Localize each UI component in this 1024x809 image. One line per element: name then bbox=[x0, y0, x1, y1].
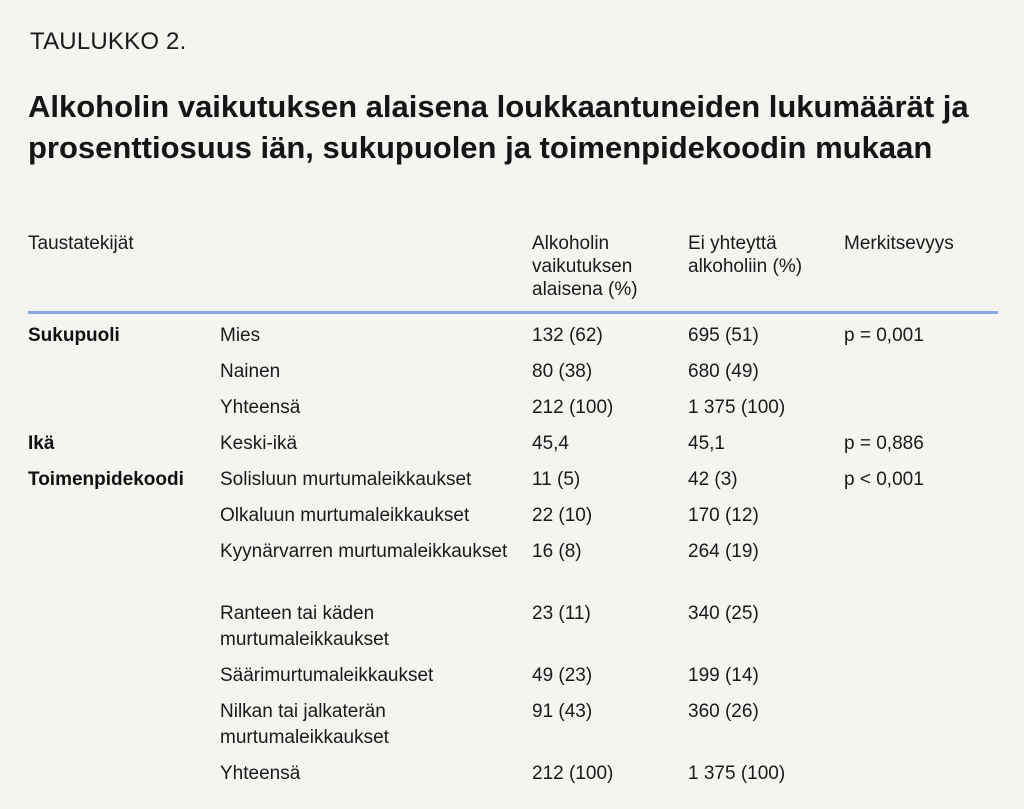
item-cell: Solisluun murtumaleikkaukset bbox=[220, 469, 472, 490]
item-cell: Olkaluun murtumaleikkaukset bbox=[220, 505, 470, 526]
alcohol-cell: 22 (10) bbox=[532, 505, 593, 526]
no-alcohol-cell: 1 375 (100) bbox=[688, 763, 786, 784]
table-label: TAULUKKO 2. bbox=[30, 28, 187, 55]
alcohol-cell: 132 (62) bbox=[532, 325, 603, 346]
p-value-cell: p < 0,001 bbox=[844, 469, 924, 490]
no-alcohol-cell: 360 (26) bbox=[688, 701, 759, 722]
table-row bbox=[28, 359, 998, 395]
table-row bbox=[28, 313, 998, 360]
item-cell: Säärimurtumaleikkaukset bbox=[220, 665, 434, 686]
no-alcohol-cell: 695 (51) bbox=[688, 325, 759, 346]
header-significance: Merkitsevyys bbox=[844, 232, 998, 313]
item-cell: Keski-ikä bbox=[220, 433, 298, 454]
p-value-cell: p = 0,001 bbox=[844, 325, 924, 346]
item-cell: Ranteen tai käden murtumaleikkaukset bbox=[220, 603, 389, 650]
item-cell: Mies bbox=[220, 325, 261, 346]
alcohol-cell: 23 (11) bbox=[532, 603, 591, 624]
p-value-cell bbox=[844, 601, 998, 663]
header-no-alcohol: Ei yhteyttä alkoholiin (%) bbox=[688, 232, 844, 313]
alcohol-cell: 16 (8) bbox=[532, 541, 582, 562]
group-cell bbox=[28, 395, 220, 431]
p-value-cell bbox=[844, 663, 998, 699]
item-cell: Kyynärvarren murtumaleikkaukset bbox=[220, 541, 508, 562]
table-row bbox=[28, 503, 998, 539]
header-factors: Taustatekijät bbox=[28, 232, 532, 313]
group-cell bbox=[28, 601, 220, 663]
alcohol-cell: 212 (100) bbox=[532, 397, 614, 418]
table-title: Alkoholin vaikutuksen alaisena loukkaantuneiden lukumäärät ja prosenttiosuus iän, sukupuolen ja toimenpidekoodin mukaan bbox=[28, 89, 969, 165]
alcohol-cell: 80 (38) bbox=[532, 361, 593, 382]
group-cell: Ikä bbox=[28, 433, 55, 454]
table-row bbox=[28, 539, 998, 601]
alcohol-cell: 212 (100) bbox=[532, 763, 614, 784]
table-row bbox=[28, 699, 998, 761]
header-row bbox=[28, 232, 998, 313]
no-alcohol-cell: 680 (49) bbox=[688, 361, 759, 382]
no-alcohol-cell: 340 (25) bbox=[688, 603, 759, 624]
no-alcohol-cell: 264 (19) bbox=[688, 541, 759, 562]
group-cell bbox=[28, 761, 220, 797]
table-row bbox=[28, 431, 998, 467]
no-alcohol-cell: 42 (3) bbox=[688, 469, 738, 490]
item-cell: Yhteensä bbox=[220, 763, 301, 784]
alcohol-cell: 45,4 bbox=[532, 433, 569, 454]
alcohol-cell: 11 (5) bbox=[532, 469, 581, 490]
alcohol-cell: 49 (23) bbox=[532, 665, 593, 686]
group-cell bbox=[28, 699, 220, 761]
table-row bbox=[28, 395, 998, 431]
group-cell: Sukupuoli bbox=[28, 325, 120, 346]
group-cell bbox=[28, 359, 220, 395]
table-row bbox=[28, 761, 998, 797]
p-value-cell: p = 0,886 bbox=[844, 433, 924, 454]
p-value-cell bbox=[844, 699, 998, 761]
group-cell bbox=[28, 539, 220, 601]
table-row bbox=[28, 601, 998, 663]
item-cell: Nilkan tai jalkaterän murtumaleikkaukset bbox=[220, 701, 389, 748]
data-table bbox=[28, 232, 998, 797]
header-alcohol: Alkoholin vaikutuksen alaisena (%) bbox=[532, 232, 688, 313]
no-alcohol-cell: 170 (12) bbox=[688, 505, 759, 526]
no-alcohol-cell: 45,1 bbox=[688, 433, 725, 454]
p-value-cell bbox=[844, 395, 998, 431]
item-cell: Nainen bbox=[220, 361, 281, 382]
table-row bbox=[28, 663, 998, 699]
group-cell: Toimenpidekoodi bbox=[28, 469, 184, 490]
no-alcohol-cell: 1 375 (100) bbox=[688, 397, 786, 418]
group-cell bbox=[28, 663, 220, 699]
p-value-cell bbox=[844, 761, 998, 797]
table-row bbox=[28, 467, 998, 503]
no-alcohol-cell: 199 (14) bbox=[688, 665, 759, 686]
group-cell bbox=[28, 503, 220, 539]
alcohol-cell: 91 (43) bbox=[532, 701, 593, 722]
p-value-cell bbox=[844, 503, 998, 539]
item-cell: Yhteensä bbox=[220, 397, 301, 418]
p-value-cell bbox=[844, 359, 998, 395]
p-value-cell bbox=[844, 539, 998, 601]
